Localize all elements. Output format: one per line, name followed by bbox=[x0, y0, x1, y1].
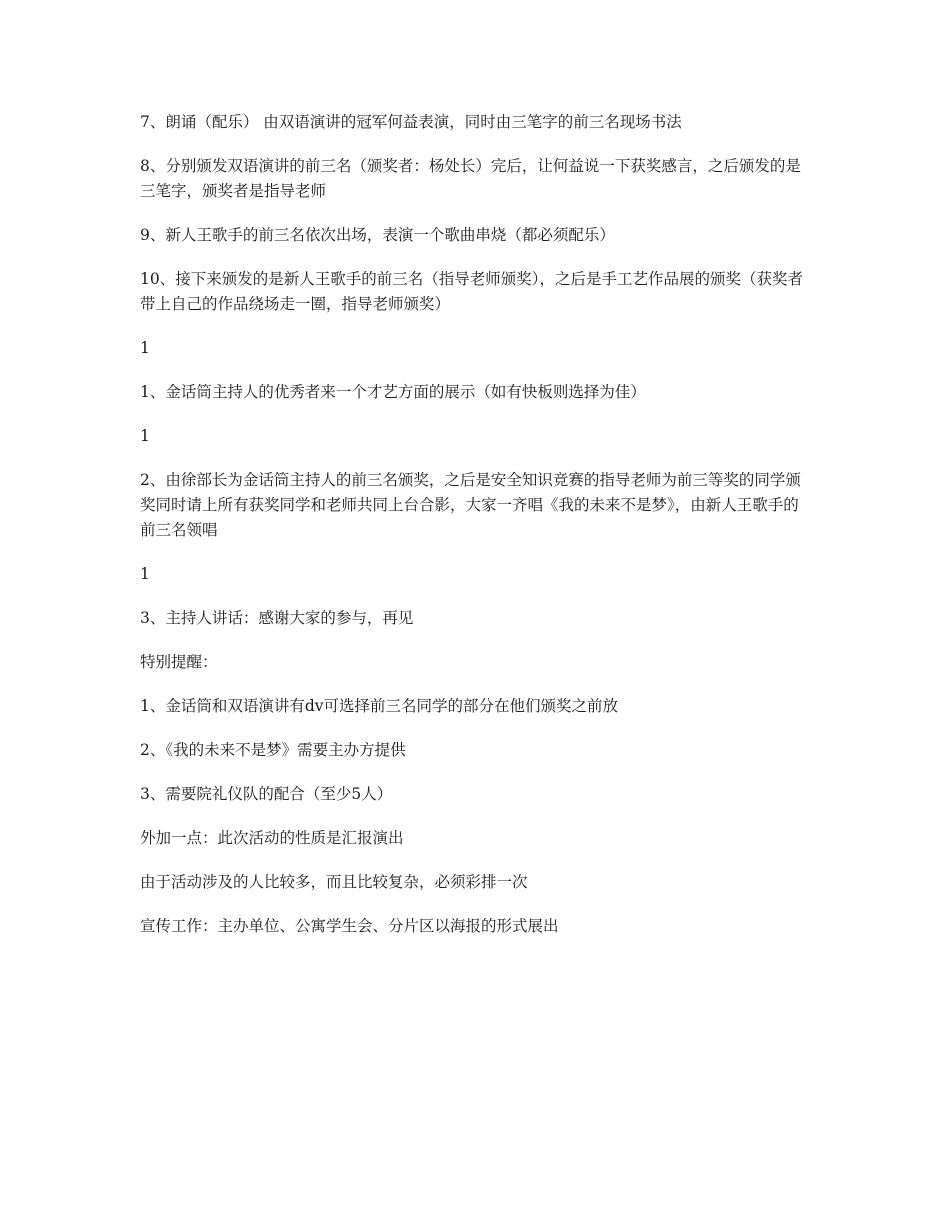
paragraph-item-3: 3、主持人讲话：感谢大家的参与，再见 bbox=[140, 609, 414, 627]
paragraph-item-1: 1、金话筒主持人的优秀者来一个才艺方面的展示（如有快板则选择为佳） bbox=[140, 383, 646, 401]
special-reminder-heading: 特别提醒： bbox=[140, 653, 218, 671]
paragraph-marker: 1 bbox=[140, 565, 150, 583]
document-body bbox=[140, 110, 810, 958]
reminder-item-2: 2、《我的未来不是梦》需要主办方提供 bbox=[140, 741, 406, 759]
paragraph-item-7: 7、朗诵（配乐） 由双语演讲的冠军何益表演，同时由三笔字的前三名现场书法 bbox=[140, 113, 682, 131]
reminder-item-3: 3、需要院礼仪队的配合（至少5人） bbox=[140, 785, 393, 803]
reminder-item-1: 1、金话筒和双语演讲有dv可选择前三名同学的部分在他们颁奖之前放 bbox=[140, 697, 619, 715]
paragraph-marker: 1 bbox=[140, 427, 150, 445]
paragraph-item-10: 10、接下来颁发的是新人王歌手的前三名（指导老师颁奖），之后是手工艺作品展的颁奖（获奖者带上自己的作品绕场走一圈，指导老师颁奖） bbox=[140, 270, 803, 313]
paragraph-item-2: 2、由徐部长为金话筒主持人的前三名颁奖，之后是安全知识竞赛的指导老师为前三等奖的同学颁奖同时请上所有获奖同学和老师共同上台合影，大家一齐唱《我的未来不是梦》，由新人王歌手的前三名领唱 bbox=[140, 471, 801, 539]
paragraph-item-9: 9、新人王歌手的前三名依次出场，表演一个歌曲串烧（都必须配乐） bbox=[140, 226, 615, 244]
publicity-note: 宣传工作：主办单位、公寓学生会、分片区以海报的形式展出 bbox=[140, 917, 559, 935]
rehearsal-note: 由于活动涉及的人比较多，而且比较复杂，必须彩排一次 bbox=[140, 873, 528, 891]
paragraph-marker: 1 bbox=[140, 339, 150, 357]
additional-note: 外加一点：此次活动的性质是汇报演出 bbox=[140, 829, 404, 847]
paragraph-item-8: 8、分别颁发双语演讲的前三名（颁奖者：杨处长）完后，让何益说一下获奖感言，之后颁发的是三笔字，颁奖者是指导老师 bbox=[140, 157, 801, 200]
